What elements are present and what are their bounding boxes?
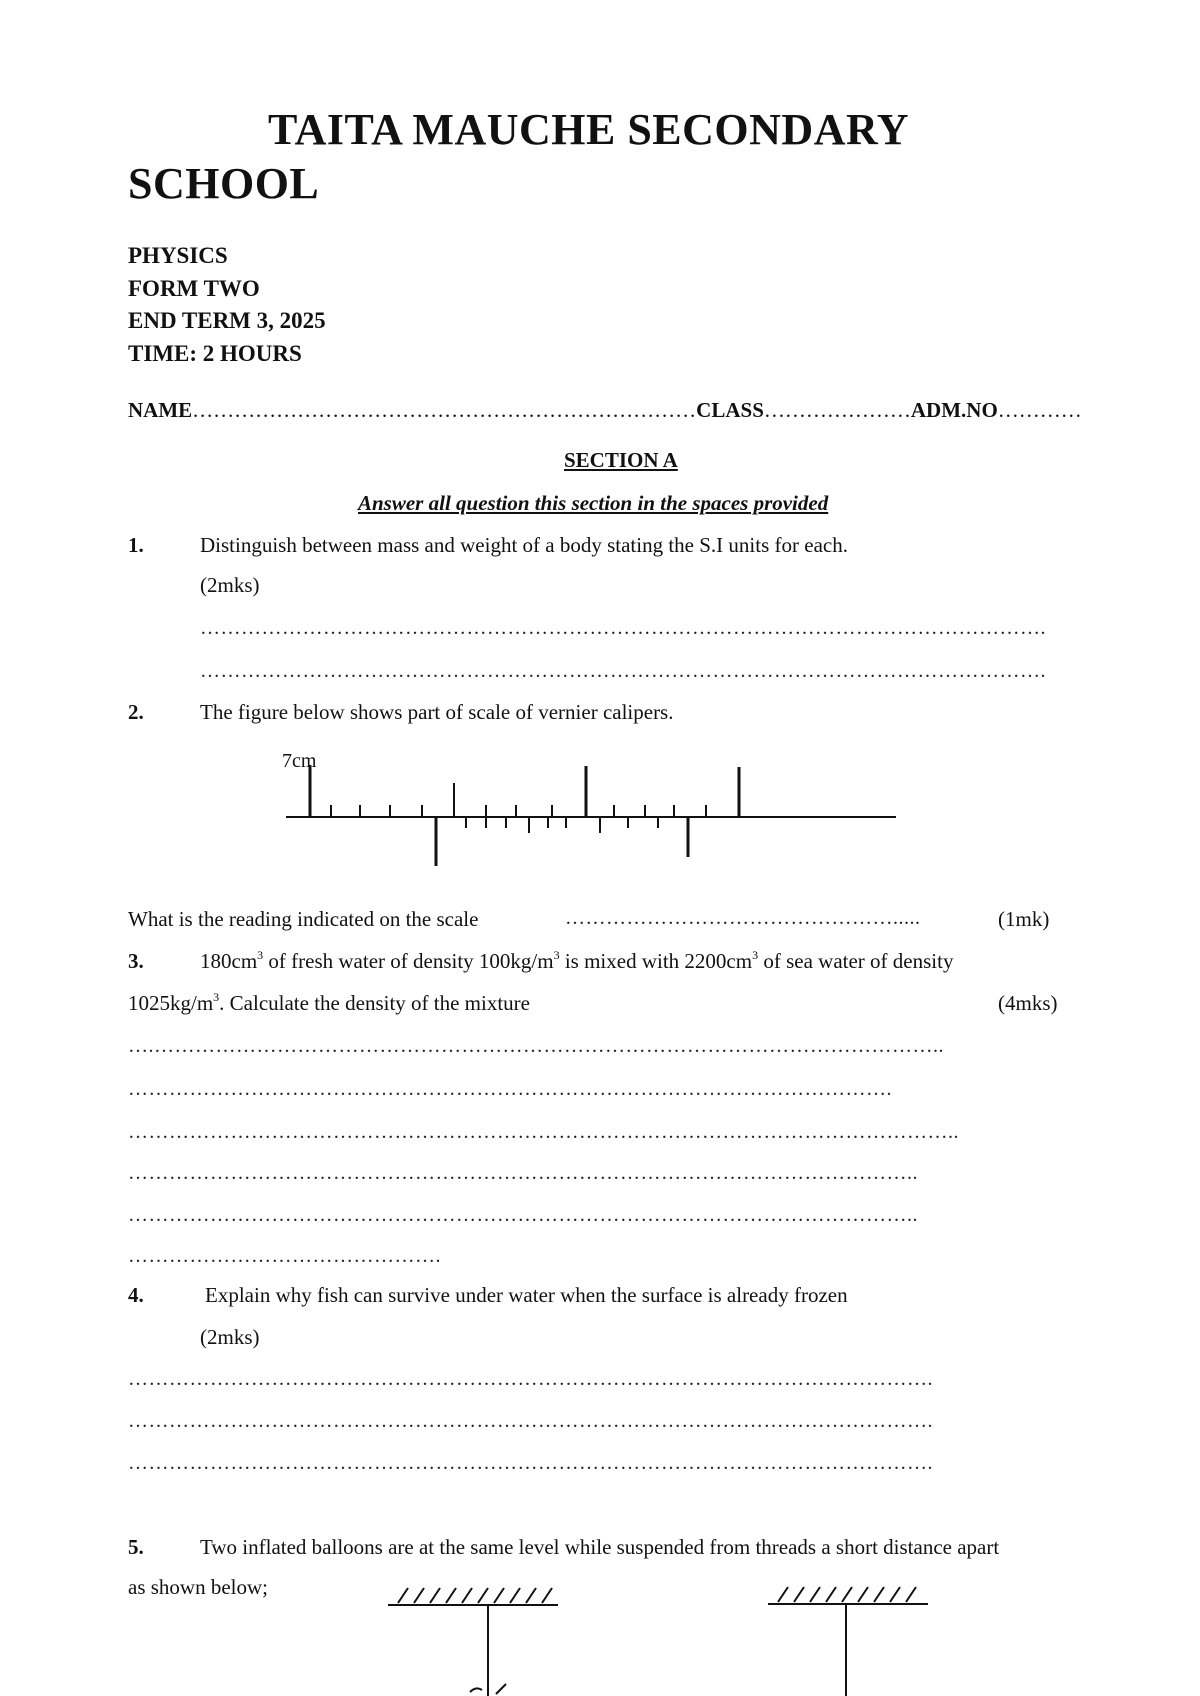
section-instruction: Answer all question this section in the spaces provided [358,491,829,515]
q2-marks: (1mk) [998,907,1050,931]
q3-answer-line-4[interactable]: …………………………………………………………………………………………………….. [128,1162,918,1184]
q3-answer-line-1[interactable]: ….…………………………………………………………………………………………………….. [128,1035,944,1057]
q2-prompt: What is the reading indicated on the scale [128,907,479,931]
q5-number: 5. [128,1535,144,1559]
left-support [388,1588,558,1696]
vernier-sliding-scale [436,817,688,866]
q4-number: 4. [128,1283,144,1307]
q3-number: 3. [128,949,144,973]
superscript-3: 3 [752,948,759,962]
term-label: END TERM 3, 2025 [128,308,326,333]
q4-answer-line-1[interactable]: ………………………………………………………………………………………………………. [128,1368,933,1390]
q5-text: Two inflated balloons are at the same level while suspended from threads a short distance apart [200,1535,1000,1559]
student-details-line [128,398,1082,423]
q4-answer-line-2[interactable]: ………………………………………………………………………………………………………. [128,1410,933,1432]
q1-marks: (2mks) [200,573,260,597]
q3-answer-line-3[interactable]: ………………………………………………………………………………………………………….. [128,1121,959,1143]
q3-text-line2 [128,991,530,1016]
q2-number: 2. [128,700,144,724]
q3-answer-line-5[interactable]: …………………………………………………………………………………………………….. [128,1204,918,1226]
name-field[interactable]: ……………………………………………………………… [192,398,697,422]
q3-answer-line-6[interactable]: ………………………………………. [128,1245,441,1267]
q2-answer-line[interactable]: …………………………………………..... [565,907,921,929]
q3-text-line1 [200,949,953,974]
q4-marks: (2mks) [200,1325,260,1349]
q3-fragment: . Calculate the density of the mixture [219,991,530,1015]
subject-label: PHYSICS [128,243,228,268]
q3-answer-line-2[interactable]: …………………………………………………………………………………………………. [128,1078,892,1100]
superscript-3: 3 [257,948,264,962]
section-title: SECTION A [564,448,678,472]
vernier-label-7cm: 7cm [282,750,317,772]
form-label: FORM TWO [128,276,260,301]
q1-number: 1. [128,533,144,557]
q3-fragment: 180cm [200,949,258,973]
q5-text-continued: as shown below; [128,1575,268,1599]
adm-label: ADM.NO [910,398,998,422]
q3-fragment: of fresh water of density 100kg/m [263,949,554,973]
school-name-line1: TAITA MAUCHE SECONDARY [268,105,909,154]
q4-text: Explain why fish can survive under water when the surface is already frozen [205,1283,848,1307]
q3-fragment: 1025kg/m [128,991,214,1015]
adm-field[interactable]: ………… [997,398,1082,422]
q3-fragment: of sea water of density [758,949,954,973]
vernier-main-scale [286,765,896,817]
name-label: NAME [128,398,193,422]
q1-answer-line-2[interactable]: ……………………………………………………………………………………………………………. [200,660,1046,682]
superscript-3: 3 [553,948,560,962]
q3-fragment: is mixed with 2200cm [559,949,753,973]
class-label: CLASS [696,398,764,422]
q4-answer-line-3[interactable]: ………………………………………………………………………………………………………. [128,1452,933,1474]
class-field[interactable]: ………………… [763,398,911,422]
school-name-line2: SCHOOL [128,159,320,208]
q2-text: The figure below shows part of scale of vernier calipers. [200,700,674,724]
q3-marks: (4mks) [998,991,1058,1015]
q1-answer-line-1[interactable]: ……………………………………………………………………………………………………………. [200,617,1046,639]
right-support [768,1587,928,1696]
q1-text: Distinguish between mass and weight of a body stating the S.I units for each. [200,533,848,557]
time-label: TIME: 2 HOURS [128,341,302,366]
superscript-3: 3 [213,990,220,1004]
